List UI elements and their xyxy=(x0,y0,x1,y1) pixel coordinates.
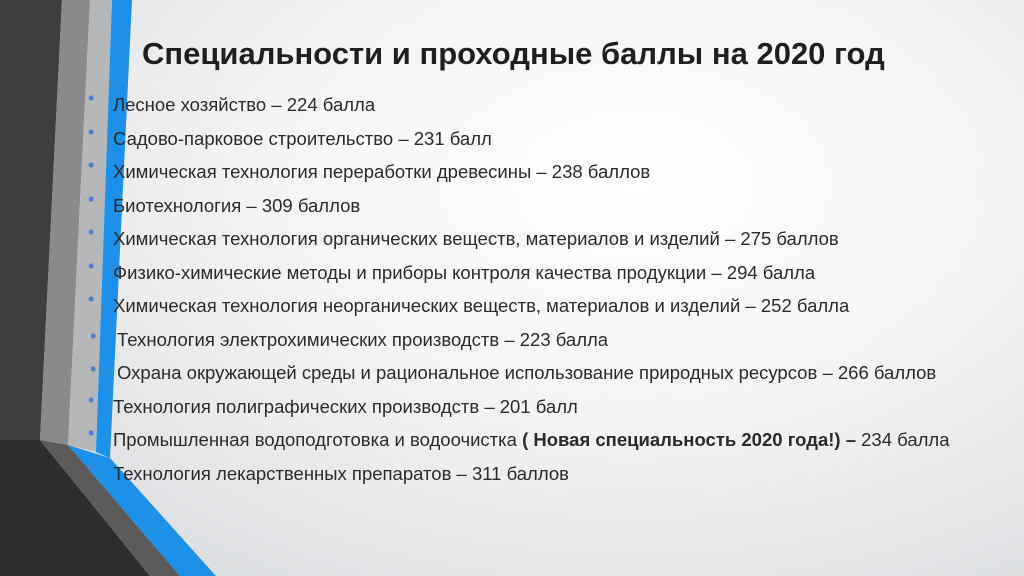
list-item xyxy=(88,121,988,150)
bullet-dot-icon: • xyxy=(90,359,97,379)
new-specialty-note: ( Новая специальность 2020 года!) – xyxy=(522,429,856,450)
bullet-dot-icon: • xyxy=(88,121,95,142)
list-item-text: Садово-парковое строительство – 231 балл xyxy=(113,127,492,149)
list-item-text: Охрана окружающей среды и рациональное использование природных ресурсов – 266 баллов xyxy=(117,362,937,383)
bullet-dot-icon: • xyxy=(88,188,95,209)
list-item-text: Технология электрохимических производств – 223 балла xyxy=(117,328,609,350)
bullet-dot-icon: • xyxy=(88,155,95,175)
list-item-text: Технология полиграфических производств – 201 балл xyxy=(113,395,578,417)
list-item xyxy=(88,222,988,250)
list-item-text: Химическая технология неорганических веществ, материалов и изделий – 252 балла xyxy=(113,295,850,316)
list-item-text: Химическая технология переработки древесины – 238 баллов xyxy=(113,161,651,182)
list-item-text: Технология лекарственных препаратов – 311 баллов xyxy=(113,462,569,484)
list-item-text: Лесное хозяйство – 224 балла xyxy=(113,94,376,115)
list-item xyxy=(88,255,988,284)
list-item xyxy=(88,289,988,317)
list-item-text: Физико-химические методы и приборы контроля качества продукции – 294 балла xyxy=(113,261,816,283)
bullet-dot-icon: • xyxy=(88,255,95,276)
bullet-dot-icon: • xyxy=(90,325,97,346)
list-item xyxy=(88,456,988,485)
list-item xyxy=(88,423,988,451)
bullet-dot-icon: • xyxy=(88,456,95,477)
slide-title: Специальности и проходные баллы на 2020 год xyxy=(142,36,885,71)
specialties-list xyxy=(88,88,988,496)
list-item-text: Химическая технология органических веществ, материалов и изделий – 275 баллов xyxy=(113,228,839,249)
list-item xyxy=(88,155,988,183)
list-item xyxy=(88,88,988,116)
list-item-prefix: Промышленная водоподготовка и водоочистка xyxy=(113,429,523,450)
bullet-dot-icon: • xyxy=(88,389,95,410)
bullet-dot-icon: • xyxy=(88,222,95,242)
bullet-dot-icon: • xyxy=(88,423,95,443)
list-item-text: Биотехнология – 309 баллов xyxy=(113,194,361,216)
bullet-dot-icon: • xyxy=(88,88,95,108)
bullet-dot-icon: • xyxy=(88,289,95,309)
list-item-suffix: 234 балла xyxy=(856,429,950,450)
list-item xyxy=(88,359,988,384)
list-item xyxy=(88,325,988,351)
list-item xyxy=(88,389,988,418)
list-item-text xyxy=(113,429,988,451)
list-item xyxy=(88,188,988,217)
